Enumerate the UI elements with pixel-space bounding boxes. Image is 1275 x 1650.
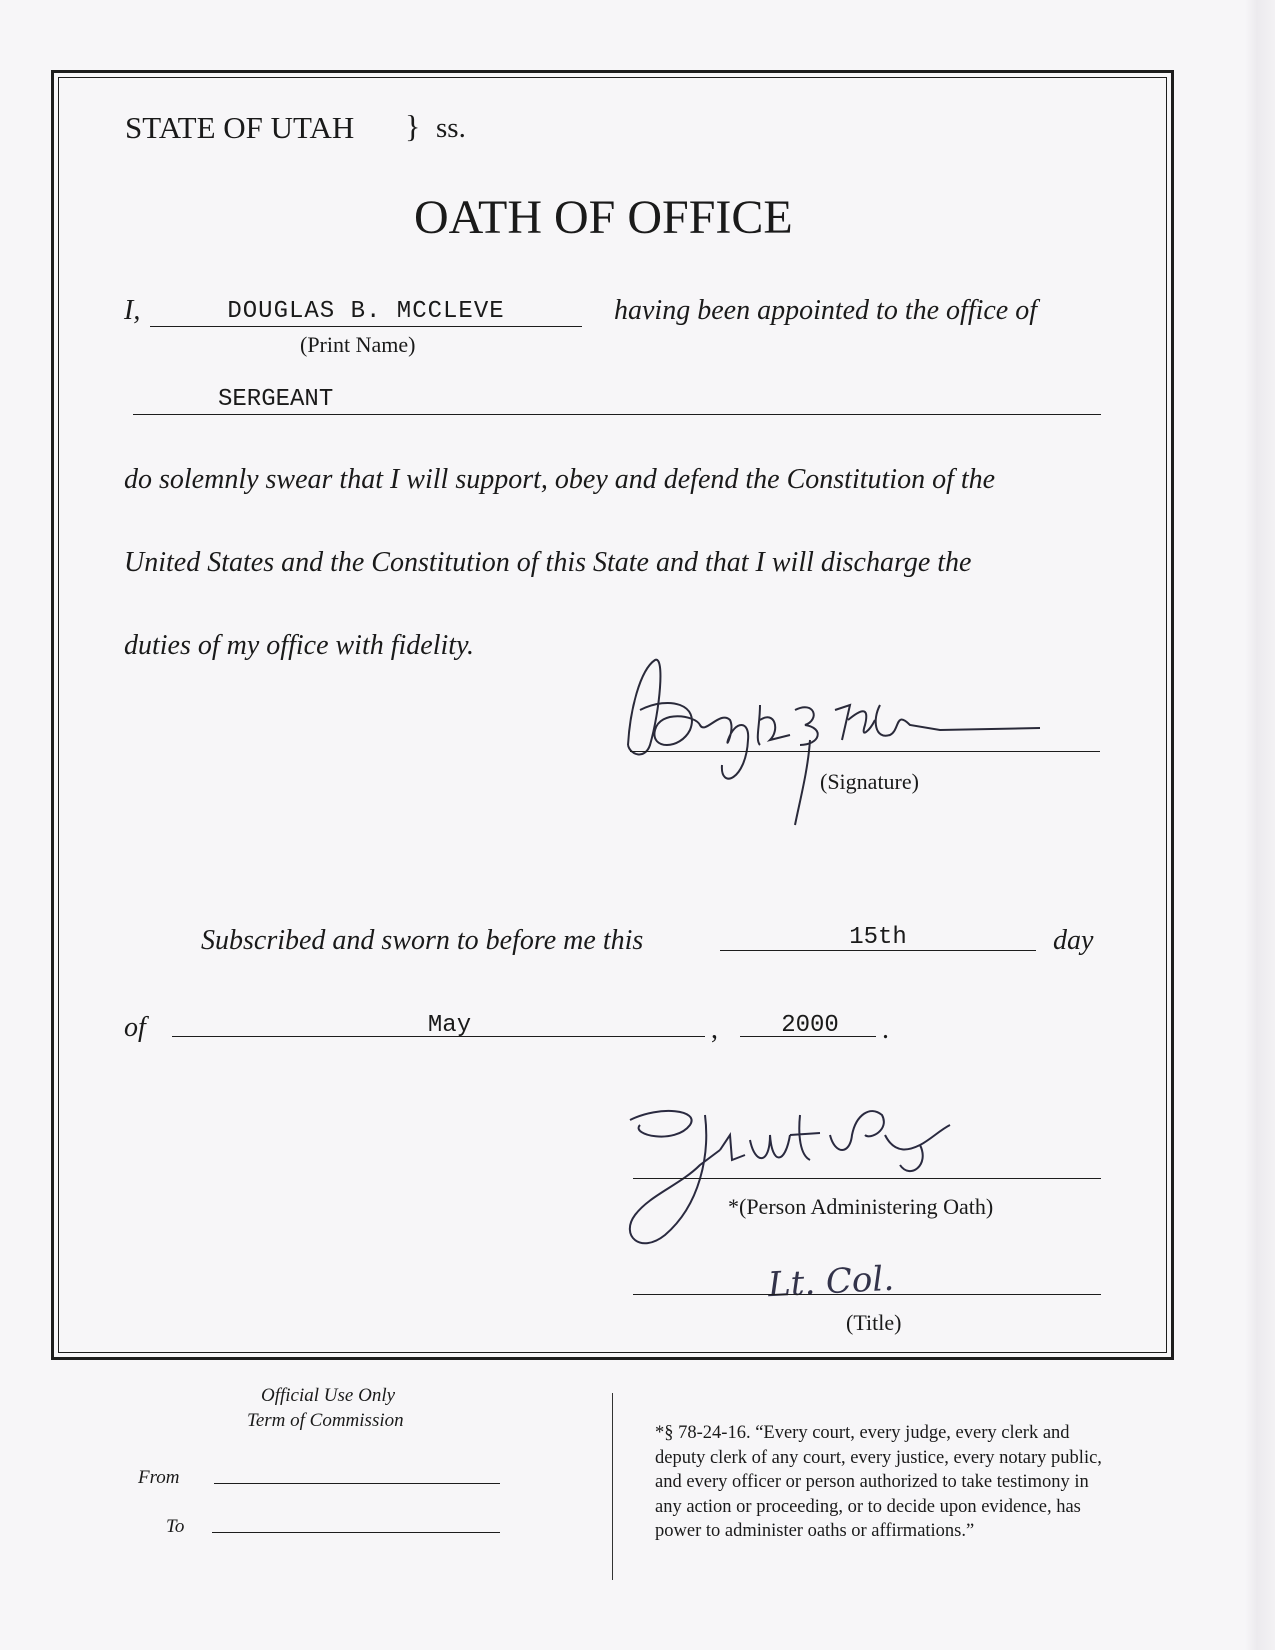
name-field: DOUGLAS B. MCCLEVE — [227, 298, 505, 325]
term-label: Term of Commission — [247, 1410, 404, 1431]
signature-image — [610, 650, 1030, 850]
to-label: To — [166, 1516, 185, 1537]
oath-text-line-1: do solemnly swear that I will support, obey and defend the Constitution of the — [124, 464, 996, 495]
title-field: Lt. Col. — [767, 1258, 895, 1306]
brace-symbol: } — [405, 108, 421, 144]
statute-line: deputy clerk of any court, every justice, every notary public, — [655, 1447, 1102, 1468]
administrator-line — [633, 1178, 1101, 1179]
ss-label: ss. — [436, 112, 466, 144]
print-name-caption: (Print Name) — [300, 332, 416, 357]
administrator-signature-image — [620, 1095, 980, 1265]
signature-line — [630, 751, 1100, 752]
page-title: OATH OF OFFICE — [414, 191, 793, 244]
to-line — [212, 1532, 500, 1533]
oath-text-line-2: United States and the Constitution of this State and that I will discharge the — [124, 547, 972, 578]
statute-line: *§ 78-24-16. “Every court, every judge, every clerk and — [655, 1423, 1070, 1443]
i-label: I, — [124, 295, 141, 326]
oath-text-line-3: duties of my office with fidelity. — [124, 630, 474, 661]
statute-line: and every officer or person authorized to take testimony in — [655, 1472, 1089, 1492]
statute-text — [655, 1421, 1102, 1544]
statute-line: any action or proceeding, or to decide upon evidence, has — [655, 1496, 1081, 1517]
office-field: SERGEANT — [218, 386, 334, 413]
day-label: day — [1053, 925, 1094, 956]
day-field: 15th — [849, 924, 907, 951]
from-line — [214, 1483, 500, 1484]
title-line — [633, 1294, 1101, 1295]
date-period: . — [882, 1014, 889, 1045]
appointed-text: having been appointed to the office of — [614, 295, 1038, 326]
name-line — [150, 326, 582, 327]
date-comma: , — [711, 1014, 718, 1045]
state-label: STATE OF UTAH — [125, 110, 355, 145]
statute-line: power to administer oaths or affirmations.” — [655, 1521, 975, 1541]
official-use-label: Official Use Only — [261, 1385, 396, 1406]
from-label: From — [138, 1467, 180, 1488]
signature-caption: (Signature) — [820, 769, 919, 794]
page-edge-shadow — [1245, 0, 1275, 1650]
administrator-caption: *(Person Administering Oath) — [728, 1194, 994, 1219]
of-label: of — [124, 1012, 146, 1043]
footer-divider — [612, 1393, 613, 1580]
title-caption: (Title) — [846, 1310, 902, 1335]
office-line — [133, 414, 1101, 415]
month-field: May — [427, 1012, 472, 1039]
year-field: 2000 — [781, 1012, 839, 1039]
sworn-prefix: Subscribed and sworn to before me this — [201, 925, 644, 956]
